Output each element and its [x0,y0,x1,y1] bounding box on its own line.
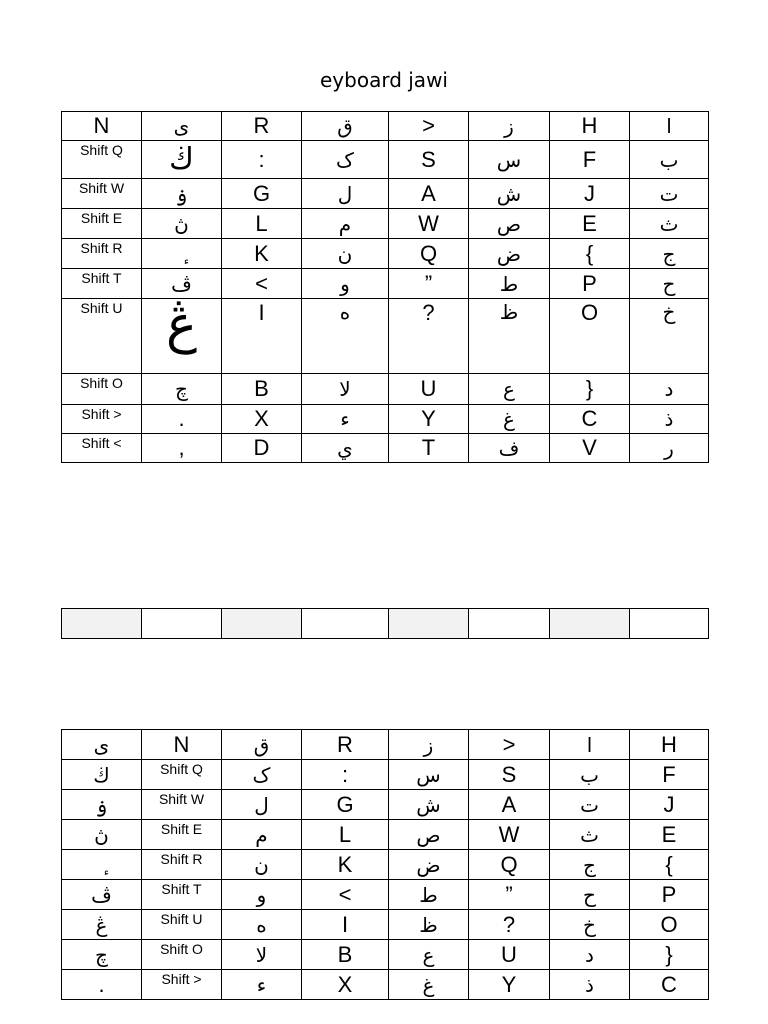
table-row [62,112,709,141]
table-cell: س [469,141,550,179]
table-cell: چ [62,940,142,970]
table-cell: ? [469,910,550,940]
table-cell: Shift O [142,940,222,970]
table-row [62,730,709,760]
table-row [62,209,709,239]
table-row [62,269,709,299]
table-cell: ص [389,820,469,850]
table-cell: { [630,850,709,880]
empty-row-table [61,608,709,639]
table-cell: ر [630,434,709,463]
table-cell: Shift T [62,269,142,299]
table-cell: Shift > [142,970,222,1000]
table-cell: ت [630,179,709,209]
empty-cell [142,609,222,639]
table-cell: P [550,269,630,299]
table-cell: E [630,820,709,850]
table-cell: د [550,940,630,970]
table-cell: K [302,850,389,880]
table-cell: N [62,112,142,141]
table-cell: { [550,239,630,269]
table-cell: . [62,970,142,1000]
table-cell: د [630,374,709,405]
table-cell: Shift R [62,239,142,269]
table-cell: ج [630,239,709,269]
table-cell: ى [142,112,222,141]
table-cell: , [142,434,222,463]
table-cell: O [550,299,630,374]
table-cell: Shift > [62,405,142,434]
table-cell: Shift W [142,790,222,820]
table-cell: Shift T [142,880,222,910]
table-row [62,970,709,1000]
table-cell: ع [389,940,469,970]
table-cell: ل [302,179,389,209]
table-cell: H [630,730,709,760]
table-cell: K [222,239,302,269]
table-cell: L [302,820,389,850]
table-cell: ط [469,269,550,299]
table-cell: ي [302,434,389,463]
table-cell: خ [630,299,709,374]
table-cell: ق [302,112,389,141]
table-cell: ء [302,405,389,434]
table-cell: E [550,209,630,239]
table-cell: ب [630,141,709,179]
table-cell: W [469,820,550,850]
table-cell: Shift W [62,179,142,209]
table-row [62,910,709,940]
table-cell: م [222,820,302,850]
table-cell: Shift U [142,910,222,940]
table-row [62,940,709,970]
table-cell: ب [550,760,630,790]
table-cell: Shift Q [62,141,142,179]
table-cell: Shift O [62,374,142,405]
table-cell: : [302,760,389,790]
table-cell: ۏ [62,790,142,820]
table-cell: J [550,179,630,209]
keyboard-table-2 [61,729,709,1000]
table-cell: ح [550,880,630,910]
table-cell: Shift < [62,434,142,463]
empty-cell [62,609,142,639]
table-cell: و [222,880,302,910]
table-cell: ق [222,730,302,760]
table-cell: س [389,760,469,790]
table-cell: ذ [550,970,630,1000]
table-cell: J [630,790,709,820]
table-cell: ا [630,112,709,141]
table-cell: غ [469,405,550,434]
table-cell: ح [630,269,709,299]
table-cell: A [389,179,469,209]
table-cell: ض [389,850,469,880]
table-cell: لا [222,940,302,970]
table-cell: ع [469,374,550,405]
table-cell: ظ [389,910,469,940]
table-cell: Shift E [62,209,142,239]
table-cell: I [222,299,302,374]
table-row [62,179,709,209]
table-cell: O [630,910,709,940]
table-cell: ت [550,790,630,820]
table-row [62,760,709,790]
table-cell: B [222,374,302,405]
table-cell: U [469,940,550,970]
table-cell: ن [302,239,389,269]
table-cell: T [389,434,469,463]
table-cell: A [469,790,550,820]
table-cell: ا [550,730,630,760]
table-cell: U [389,374,469,405]
table-cell: ? [389,299,469,374]
table-cell: ث [550,820,630,850]
table-row [62,405,709,434]
table-cell: ث [630,209,709,239]
table-cell: > [469,730,550,760]
table-cell: ز [469,112,550,141]
keyboard-table-1 [61,111,709,463]
table-cell: H [550,112,630,141]
table-cell: ذ [630,405,709,434]
table-cell: C [630,970,709,1000]
table-row [62,850,709,880]
table-cell: ه [302,299,389,374]
table-cell: X [302,970,389,1000]
table-cell: ” [469,880,550,910]
table-cell: Y [389,405,469,434]
table-cell: ش [389,790,469,820]
table-cell: ڠ [62,910,142,940]
table-cell: < [302,880,389,910]
empty-cell [550,609,630,639]
table-cell: P [630,880,709,910]
table-cell: ن [222,850,302,880]
table-cell [142,239,222,269]
table-cell: Shift U [62,299,142,374]
table-cell: ڤ [142,269,222,299]
table-cell: Y [469,970,550,1000]
table-row [62,434,709,463]
table-cell: ء [222,970,302,1000]
table-cell: C [550,405,630,434]
table-cell: ظ [469,299,550,374]
table-cell: R [222,112,302,141]
table-cell: ۏ [142,179,222,209]
table-cell: ز [389,730,469,760]
table-cell: ک [222,760,302,790]
table-cell: ه [222,910,302,940]
table-cell: ش [469,179,550,209]
table-cell: ج [550,850,630,880]
table-cell: ” [389,269,469,299]
table-cell: Q [469,850,550,880]
table-cell: چ [142,374,222,405]
table-row [62,880,709,910]
table-cell: ڽ [62,820,142,850]
table-cell: ڬ [142,141,222,179]
table-cell: W [389,209,469,239]
table-cell: غ [389,970,469,1000]
table-cell: } [630,940,709,970]
page-title: eyboard jawi [320,68,448,92]
table-row [62,141,709,179]
table-cell: ک [302,141,389,179]
table-cell: ض [469,239,550,269]
table-cell: . [142,405,222,434]
table-cell: D [222,434,302,463]
table-cell: ل [222,790,302,820]
table-cell: X [222,405,302,434]
table-cell: Shift Q [142,760,222,790]
table-cell: خ [550,910,630,940]
table-cell: > [389,112,469,141]
table-cell: B [302,940,389,970]
table-cell: ڽ [142,209,222,239]
table-cell: Q [389,239,469,269]
table-cell: لا [302,374,389,405]
table-cell: I [302,910,389,940]
table-cell: L [222,209,302,239]
table-cell: V [550,434,630,463]
table-cell: ى [62,730,142,760]
table-cell: S [469,760,550,790]
table-cell: ص [469,209,550,239]
empty-cell [302,609,389,639]
table-cell: : [222,141,302,179]
table-cell: G [302,790,389,820]
table-cell: ڠ [142,299,222,374]
table-cell: } [550,374,630,405]
table-cell [62,850,142,880]
table-cell: ط [389,880,469,910]
table-cell: F [630,760,709,790]
table-cell: م [302,209,389,239]
table-cell: Shift E [142,820,222,850]
table-cell: ف [469,434,550,463]
empty-cell [469,609,550,639]
table-cell: ڤ [62,880,142,910]
table-cell: R [302,730,389,760]
empty-cell [389,609,469,639]
table-cell: N [142,730,222,760]
table-cell: Shift R [142,850,222,880]
empty-cell [222,609,302,639]
table-row [62,609,709,639]
table-row [62,820,709,850]
table-cell: و [302,269,389,299]
table-row [62,374,709,405]
table-row [62,239,709,269]
table-row [62,299,709,374]
table-row [62,790,709,820]
empty-cell [630,609,709,639]
table-cell: G [222,179,302,209]
table-cell: ڬ [62,760,142,790]
table-cell: S [389,141,469,179]
table-cell: F [550,141,630,179]
table-cell: < [222,269,302,299]
